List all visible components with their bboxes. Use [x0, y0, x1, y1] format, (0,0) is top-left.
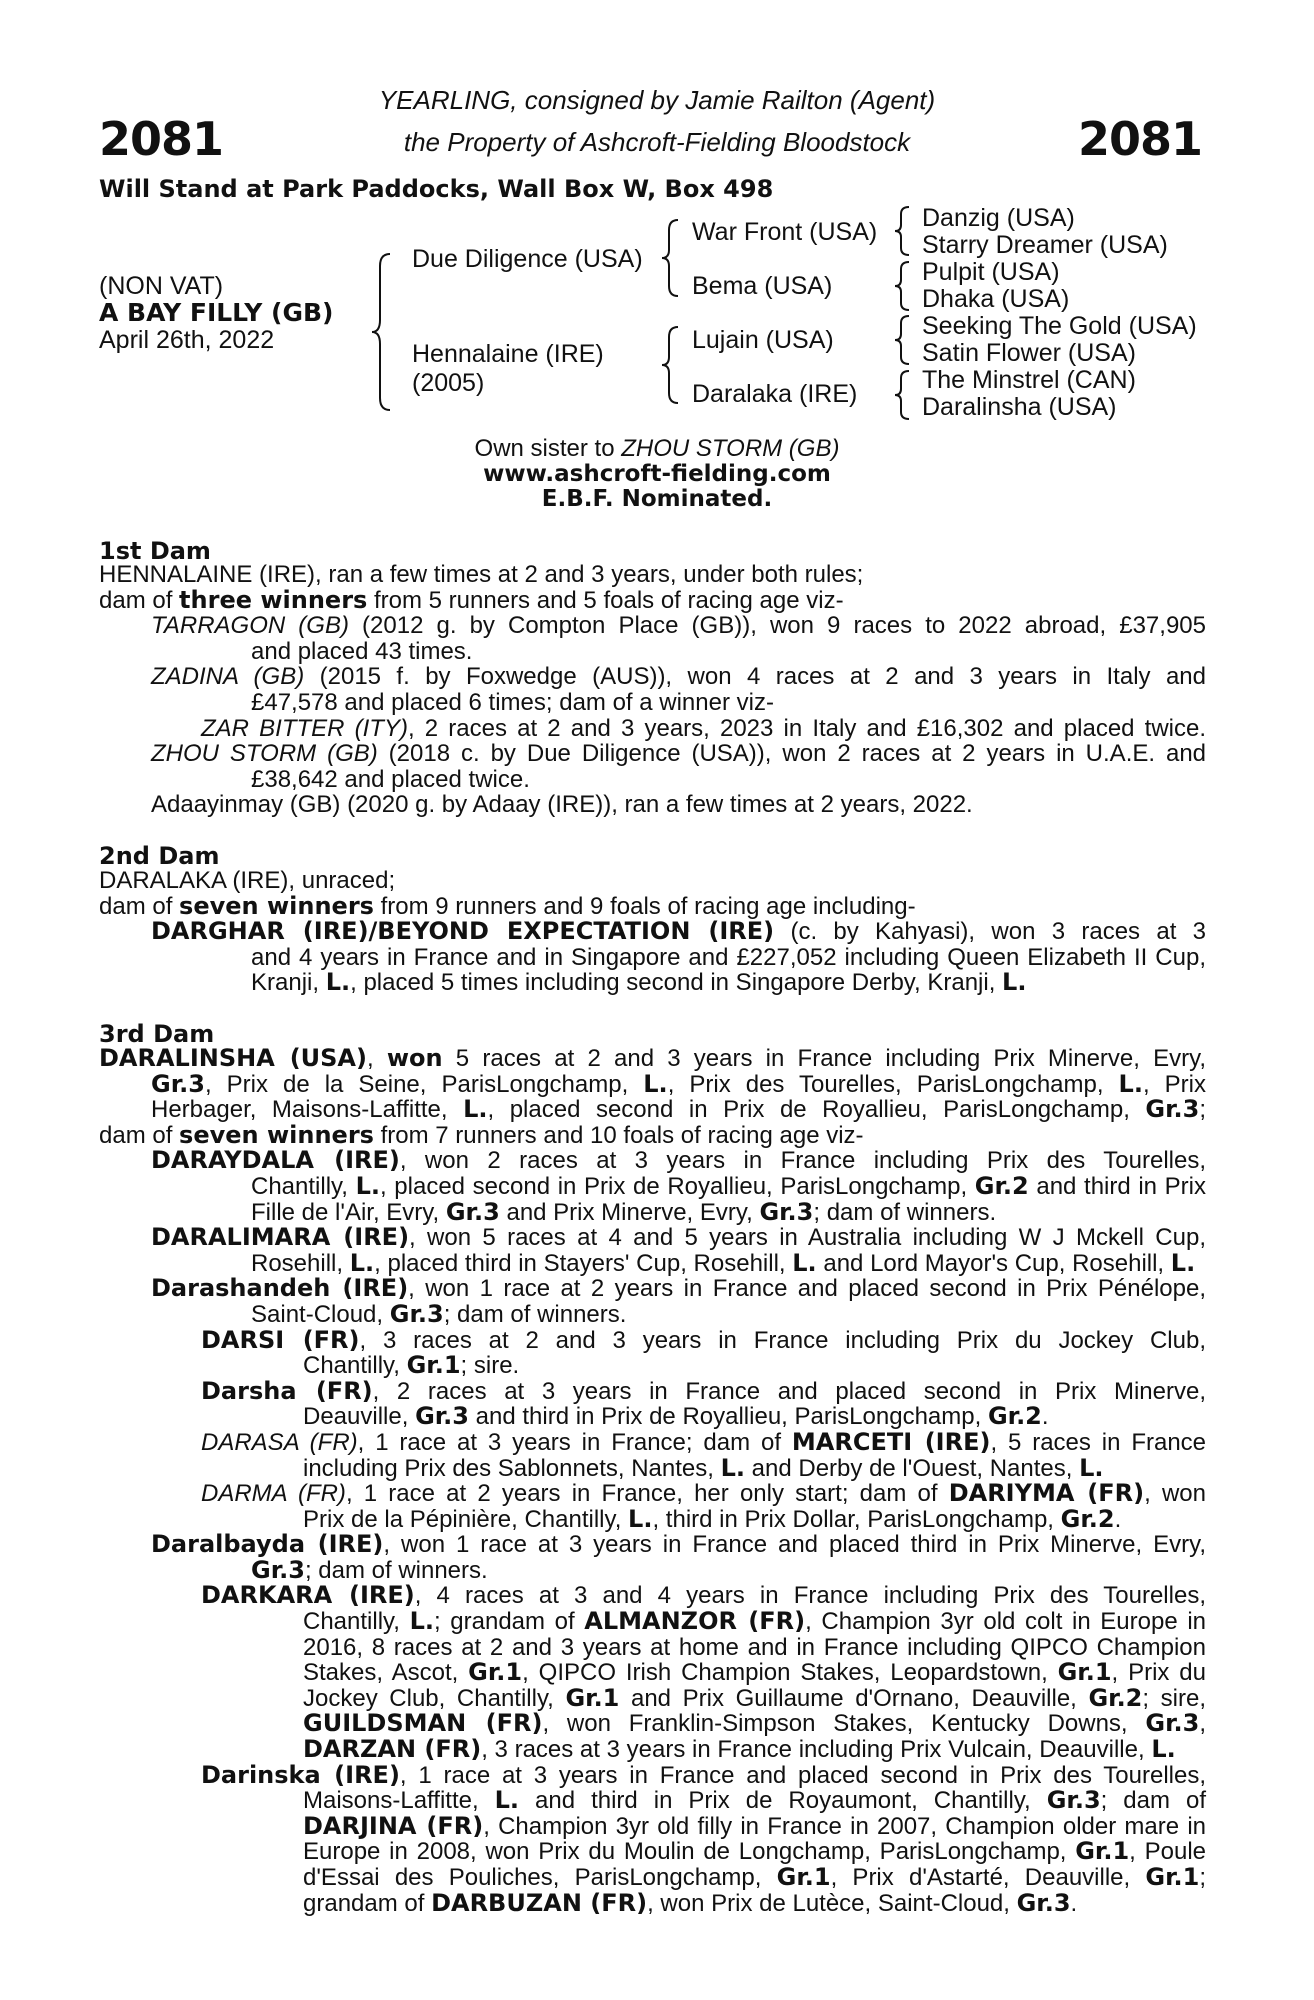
- text-run: ; dam of: [1100, 1787, 1206, 1815]
- text-run: .: [1070, 1889, 1078, 1917]
- text-run: Fille de l'Air, Evry,: [251, 1198, 446, 1226]
- ggp-2: Starry Dreamer (USA): [922, 231, 1168, 259]
- text-run: grandam of: [303, 1889, 432, 1917]
- text-run: Herbager, Maisons-Laffitte,: [151, 1096, 464, 1124]
- text-run: DARASA (FR): [201, 1428, 358, 1456]
- dam-sire: Lujain (USA): [692, 326, 834, 354]
- text-run: Gr.1: [1145, 1863, 1200, 1891]
- third-dam-body: [99, 1046, 1206, 1916]
- text-run: L.: [1002, 968, 1027, 997]
- text-run: , won 1 race at 3 years in France and placed third in Prix Minerve, Evry,: [383, 1531, 1206, 1559]
- third-dam-line: [99, 1811, 1206, 1840]
- ggp-8: Daralinsha (USA): [922, 393, 1117, 421]
- third-dam-line: [99, 1865, 1206, 1891]
- lot-number-left: 2081: [99, 112, 224, 166]
- second-dam-body: [99, 868, 1206, 996]
- first-dam-line: [99, 613, 1206, 639]
- text-run: Jockey Club, Chantilly,: [303, 1684, 566, 1712]
- text-run: , 2 races at 2 and 3 years, 2023 in Italy and £16,302 and placed twice.: [407, 714, 1207, 742]
- text-run: .: [1114, 1505, 1122, 1533]
- text-run: , Champion 3yr old filly in France in 2007, Champion older mare in: [483, 1812, 1206, 1840]
- vat-status: (NON VAT): [99, 272, 224, 300]
- text-run: , Prix d'Astarté, Deauville,: [830, 1864, 1146, 1891]
- text-run: ; dam of winners.: [813, 1198, 997, 1226]
- pedigree-brace-dam: [660, 325, 680, 405]
- third-dam-line: [99, 1225, 1206, 1251]
- second-dam-line: [99, 919, 1206, 945]
- third-dam-line: [99, 1583, 1206, 1609]
- third-dam-line: [99, 1737, 1206, 1763]
- text-run: Gr.2: [974, 1171, 1029, 1200]
- text-run: Gr.3: [445, 1197, 500, 1226]
- third-dam-line: [99, 1504, 1206, 1533]
- text-run: , Prix des Tourelles, ParisLongchamp,: [667, 1070, 1119, 1098]
- text-run: dam of: [99, 892, 180, 920]
- first-dam-line: [99, 639, 1206, 665]
- text-run: L.: [643, 1069, 668, 1098]
- text-run: , placed second in Prix de Royallieu, ParisLongchamp,: [487, 1096, 1146, 1124]
- text-run: L.: [628, 1504, 653, 1533]
- text-run: , 5 races in France: [990, 1428, 1207, 1456]
- text-run: won: [386, 1044, 443, 1072]
- text-run: and third in Prix de Royaumont, Chantilly,: [519, 1787, 1047, 1815]
- third-dam-line: [99, 1683, 1206, 1712]
- text-run: ; dam of winners.: [304, 1556, 488, 1584]
- text-run: DARJINA (FR): [303, 1811, 484, 1840]
- lot-number-right: 2081: [1077, 112, 1202, 166]
- text-run: Gr.3: [1145, 1095, 1200, 1124]
- text-run: Gr.3: [1046, 1786, 1101, 1815]
- text-run: Chantilly,: [303, 1608, 410, 1636]
- third-dam-line: [99, 1069, 1206, 1098]
- first-dam-line: [99, 716, 1206, 742]
- ggp-4: Dhaka (USA): [922, 285, 1070, 313]
- text-run: , Champion 3yr old colt in Europe in: [805, 1608, 1206, 1636]
- own-sister-name: ZHOU STORM (GB): [621, 435, 840, 462]
- dam-dam: Daralaka (IRE): [692, 380, 858, 408]
- second-dam-line: [99, 945, 1206, 971]
- text-run: and placed 43 times.: [251, 637, 473, 665]
- text-run: DARALINSHA (USA): [99, 1044, 367, 1072]
- text-run: Gr.3: [1016, 1888, 1071, 1917]
- text-run: Gr.1: [1057, 1658, 1112, 1687]
- text-run: and 4 years in France and in Singapore and £227,052 including Queen Elizabeth II Cup,: [251, 943, 1206, 971]
- text-run: ; sire,: [1142, 1684, 1206, 1712]
- text-run: £47,578 and placed 6 times; dam of a winner viz-: [251, 688, 774, 716]
- third-dam-line: [99, 1635, 1206, 1661]
- third-dam-line: [99, 1097, 1206, 1123]
- text-run: Gr.1: [1075, 1837, 1130, 1866]
- text-run: Darashandeh (IRE): [151, 1274, 409, 1303]
- ggp-3: Pulpit (USA): [922, 258, 1060, 286]
- text-run: Chantilly,: [303, 1352, 407, 1380]
- text-run: , won 1 race at 2 years in France and placed second in Prix Pénélope,: [408, 1275, 1206, 1303]
- third-dam-line: [99, 1248, 1206, 1277]
- text-run: DARSI (FR): [201, 1325, 360, 1354]
- text-run: Gr.3: [1145, 1709, 1200, 1738]
- first-dam-line: [99, 690, 1206, 716]
- pedigree-brace-ggp-4: [893, 369, 911, 421]
- text-run: TARRAGON (GB): [151, 612, 349, 640]
- text-run: , Prix du: [1111, 1659, 1206, 1687]
- text-run: L.: [1118, 1069, 1143, 1098]
- third-dam-line: [99, 1788, 1206, 1814]
- text-run: Gr.2: [987, 1402, 1042, 1431]
- third-dam-line: [99, 1660, 1206, 1686]
- text-run: 5 races at 2 and 3 years in France including Prix Minerve, Evry,: [442, 1045, 1207, 1072]
- text-run: DARGHAR (IRE)/BEYOND EXPECTATION (IRE): [151, 917, 775, 946]
- text-run: dam of: [99, 586, 180, 614]
- text-run: from 7 runners and 10 foals of racing age viz-: [373, 1121, 864, 1149]
- second-dam-line: [99, 970, 1206, 996]
- text-run: Gr.3: [151, 1069, 205, 1098]
- text-run: Adaayinmay (GB) (2020 g. by Adaay (IRE)), ran a few times at 2 years, 2022.: [151, 791, 973, 819]
- text-run: L.: [792, 1248, 817, 1277]
- first-dam-line: [99, 792, 1206, 818]
- text-run: Prix de la Pépinière, Chantilly,: [303, 1505, 629, 1533]
- text-run: Gr.3: [415, 1402, 469, 1431]
- first-dam-line: [99, 562, 1206, 588]
- website-link[interactable]: www.ashcroft-fielding.com: [483, 461, 831, 487]
- text-run: DARKARA (IRE): [201, 1581, 415, 1610]
- text-run: , won: [1144, 1480, 1206, 1508]
- text-run: ;: [1199, 1096, 1206, 1124]
- text-run: Gr.1: [776, 1863, 831, 1891]
- foaling-date: April 26th, 2022: [99, 326, 275, 354]
- text-run: , Poule: [1129, 1838, 1207, 1866]
- second-dam-line: [99, 868, 1206, 894]
- text-run: including Prix des Sablonnets, Nantes,: [303, 1454, 721, 1482]
- third-dam-line: [99, 1532, 1206, 1558]
- text-run: Deauville,: [303, 1403, 416, 1431]
- third-dam-line: [99, 1453, 1206, 1482]
- text-run: ALMANZOR (FR): [584, 1607, 806, 1636]
- third-dam-line: [99, 1481, 1206, 1507]
- text-run: ZADINA (GB): [151, 663, 305, 691]
- pedigree-brace-main: [370, 252, 392, 412]
- third-dam-line: [99, 1171, 1207, 1200]
- text-run: GUILDSMAN (FR): [303, 1709, 543, 1738]
- text-run: three winners: [179, 585, 368, 614]
- text-run: £38,642 and placed twice.: [251, 765, 530, 793]
- text-run: Saint-Cloud,: [251, 1300, 390, 1328]
- text-run: d'Essai des Pouliches, ParisLongchamp,: [303, 1864, 777, 1891]
- text-run: Darinska (IRE): [201, 1760, 400, 1789]
- third-dam-line: [99, 1046, 1206, 1072]
- ggp-1: Danzig (USA): [922, 204, 1075, 232]
- horse-name: A BAY FILLY (GB): [99, 298, 334, 327]
- text-run: L.: [494, 1786, 520, 1815]
- text-run: , 1 race at 3 years in France and placed second in Prix des Tourelles,: [399, 1761, 1207, 1789]
- third-dam-line: [99, 1609, 1206, 1635]
- text-run: DARBUZAN (FR): [431, 1888, 648, 1917]
- text-run: Gr.2: [1088, 1683, 1143, 1712]
- text-run: L.: [1170, 1248, 1196, 1277]
- text-run: ,: [366, 1045, 387, 1072]
- text-run: Kranji,: [251, 969, 326, 997]
- text-run: DARALAKA (IRE), unraced;: [99, 867, 396, 894]
- third-dam-line: [99, 1888, 1206, 1917]
- third-dam-line: [99, 1148, 1206, 1174]
- text-run: L.: [349, 1248, 375, 1277]
- sire: Due Diligence (USA): [412, 245, 643, 273]
- text-run: ; dam of winners.: [443, 1300, 627, 1328]
- text-run: Maisons-Laffitte,: [303, 1787, 495, 1815]
- text-run: and Derby de l'Ouest, Nantes,: [745, 1454, 1080, 1482]
- text-run: , 3 races at 3 years in France including Prix Vulcain, Deauville,: [481, 1736, 1152, 1764]
- dam-year: (2005): [412, 369, 485, 397]
- own-sister-prefix: Own sister to: [474, 435, 622, 462]
- text-run: seven winners: [179, 1120, 374, 1149]
- text-run: L.: [409, 1607, 434, 1636]
- pedigree-brace-ggp-1: [893, 205, 911, 257]
- text-run: L.: [463, 1095, 488, 1124]
- text-run: L.: [1151, 1735, 1176, 1764]
- text-run: Gr.3: [389, 1299, 444, 1328]
- ebf-nominated: E.B.F. Nominated.: [541, 486, 773, 512]
- text-run: Gr.3: [759, 1197, 814, 1226]
- text-run: DARZAN (FR): [303, 1735, 482, 1764]
- first-dam-line: [99, 741, 1206, 767]
- stand-location: Will Stand at Park Paddocks, Wall Box W, Box 498: [99, 175, 774, 203]
- ggp-6: Satin Flower (USA): [922, 339, 1136, 367]
- text-run: DARMA (FR): [201, 1480, 346, 1508]
- first-dam-line: [99, 767, 1206, 793]
- first-dam-body: [99, 562, 1206, 818]
- text-run: (2018 c. by Due Diligence (USA)), won 2 races at 2 years in U.A.E. and: [377, 740, 1207, 768]
- text-run: , third in Prix Dollar, ParisLongchamp,: [652, 1505, 1061, 1533]
- third-dam-line: [99, 1197, 1206, 1226]
- sire-dam: Bema (USA): [692, 272, 833, 300]
- third-dam-line: [99, 1427, 1207, 1456]
- third-dam-line: [99, 1325, 1207, 1354]
- text-run: (2015 f. by Foxwedge (AUS)), won 4 races at 2 and 3 years in Italy and: [304, 663, 1206, 691]
- third-dam-line: [99, 1555, 1206, 1584]
- text-run: , 2 races at 3 years in France and placed second in Prix Minerve,: [372, 1377, 1206, 1405]
- first-dam-line: [99, 664, 1206, 690]
- second-dam-heading: 2nd Dam: [99, 842, 220, 870]
- text-run: and Prix Guillaume d'Ornano, Deauville,: [619, 1684, 1089, 1712]
- text-run: ,: [1199, 1710, 1207, 1738]
- text-run: and Lord Mayor's Cup, Rosehill,: [816, 1249, 1171, 1277]
- own-sister-note: [0, 435, 1314, 463]
- text-run: ;: [1199, 1864, 1206, 1891]
- text-run: , placed third in Stayers' Cup, Rosehill,: [374, 1249, 793, 1277]
- text-run: , Prix: [1142, 1070, 1206, 1098]
- text-run: , Prix de la Seine, ParisLongchamp,: [204, 1070, 644, 1098]
- text-run: , won Prix de Lutèce, Saint-Cloud,: [647, 1889, 1017, 1917]
- text-run: Gr.1: [565, 1683, 620, 1712]
- text-run: Darsha (FR): [201, 1376, 373, 1405]
- text-run: ZAR BITTER (ITY): [201, 714, 408, 742]
- text-run: seven winners: [179, 891, 374, 920]
- text-run: , 3 races at 2 and 3 years in France including Prix du Jockey Club,: [359, 1326, 1207, 1354]
- text-run: Gr.2: [1060, 1504, 1115, 1533]
- text-run: from 5 runners and 5 foals of racing age viz-: [367, 586, 844, 614]
- text-run: DARIYMA (FR): [948, 1479, 1145, 1508]
- text-run: ; sire.: [460, 1352, 520, 1380]
- text-run: Daralbayda (IRE): [151, 1530, 384, 1559]
- text-run: Europe in 2008, won Prix du Moulin de Longchamp, ParisLongchamp,: [303, 1838, 1076, 1866]
- text-run: and third in Prix de Royallieu, ParisLongchamp,: [469, 1403, 988, 1431]
- text-run: , 1 race at 3 years in France; dam of: [357, 1428, 792, 1456]
- text-run: Chantilly,: [251, 1172, 356, 1200]
- sire-sire: War Front (USA): [692, 218, 878, 246]
- text-run: , 4 races at 3 and 4 years in France including Prix des Tourelles,: [414, 1582, 1206, 1610]
- text-run: Rosehill,: [251, 1249, 350, 1277]
- third-dam-line: [99, 1404, 1206, 1430]
- text-run: , won Franklin-Simpson Stakes, Kentucky Downs,: [542, 1710, 1146, 1738]
- text-run: , placed second in Prix de Royallieu, ParisLongchamp,: [380, 1172, 975, 1200]
- third-dam-line: [99, 1711, 1206, 1737]
- text-run: and Prix Minerve, Evry,: [499, 1198, 760, 1226]
- text-run: MARCETI (IRE): [791, 1427, 991, 1456]
- text-run: 2016, 8 races at 2 and 3 years at home and in France including QIPCO Champion: [303, 1633, 1206, 1661]
- text-run: , QIPCO Irish Champion Stakes, Leopardstown,: [522, 1659, 1058, 1687]
- text-run: (c. by Kahyasi), won 3 races at 3: [774, 918, 1206, 946]
- third-dam-line: [99, 1299, 1206, 1328]
- third-dam-line: [99, 1760, 1207, 1789]
- text-run: , won 2 races at 3 years in France including Prix des Tourelles,: [399, 1147, 1207, 1175]
- third-dam-line: [99, 1353, 1206, 1379]
- third-dam-line: [99, 1120, 1206, 1149]
- text-run: Gr.1: [468, 1658, 523, 1687]
- text-run: L.: [720, 1453, 745, 1482]
- text-run: Gr.1: [406, 1351, 461, 1380]
- consignment-line-2: the Property of Ashcroft-Fielding Bloodstock: [403, 127, 911, 157]
- text-run: (2012 g. by Compton Place (GB)), won 9 races to 2022 abroad, £37,905: [348, 612, 1206, 640]
- pedigree-brace-sire: [660, 218, 680, 298]
- text-run: , won 5 races at 4 and 5 years in Australia including W J Mckell Cup,: [409, 1224, 1206, 1252]
- text-run: ; grandam of: [433, 1608, 585, 1636]
- text-run: , placed 5 times including second in Singapore Derby, Kranji,: [350, 969, 1003, 997]
- text-run: , 1 race at 2 years in France, her only start; dam of: [345, 1480, 949, 1508]
- third-dam-heading: 3rd Dam: [99, 1020, 215, 1048]
- text-run: DARALIMARA (IRE): [151, 1223, 410, 1252]
- ggp-7: The Minstrel (CAN): [922, 366, 1136, 394]
- text-run: .: [1041, 1403, 1049, 1431]
- first-dam-heading: 1st Dam: [99, 537, 211, 565]
- third-dam-line: [99, 1839, 1206, 1865]
- text-run: L.: [325, 968, 351, 997]
- text-run: DARAYDALA (IRE): [151, 1146, 400, 1175]
- dam: Hennalaine (IRE): [412, 340, 604, 368]
- text-run: L.: [355, 1171, 380, 1200]
- text-run: L.: [1079, 1453, 1104, 1482]
- first-dam-line: [99, 585, 1206, 614]
- text-run: ZHOU STORM (GB): [151, 740, 378, 768]
- text-run: dam of: [99, 1121, 180, 1149]
- third-dam-line: [99, 1376, 1206, 1405]
- second-dam-line: [99, 891, 1206, 920]
- ggp-5: Seeking The Gold (USA): [922, 312, 1197, 340]
- text-run: and third in Prix: [1028, 1172, 1207, 1200]
- text-run: Gr.3: [251, 1555, 305, 1584]
- consignment-line-1: YEARLING, consigned by Jamie Railton (Agent): [378, 85, 936, 115]
- text-run: from 9 runners and 9 foals of racing age including-: [373, 892, 916, 920]
- text-run: HENNALAINE (IRE), ran a few times at 2 and 3 years, under both rules;: [99, 561, 864, 588]
- pedigree-brace-ggp-2: [893, 260, 911, 312]
- third-dam-line: [99, 1276, 1206, 1302]
- pedigree-brace-ggp-3: [893, 314, 911, 366]
- text-run: Stakes, Ascot,: [303, 1659, 469, 1687]
